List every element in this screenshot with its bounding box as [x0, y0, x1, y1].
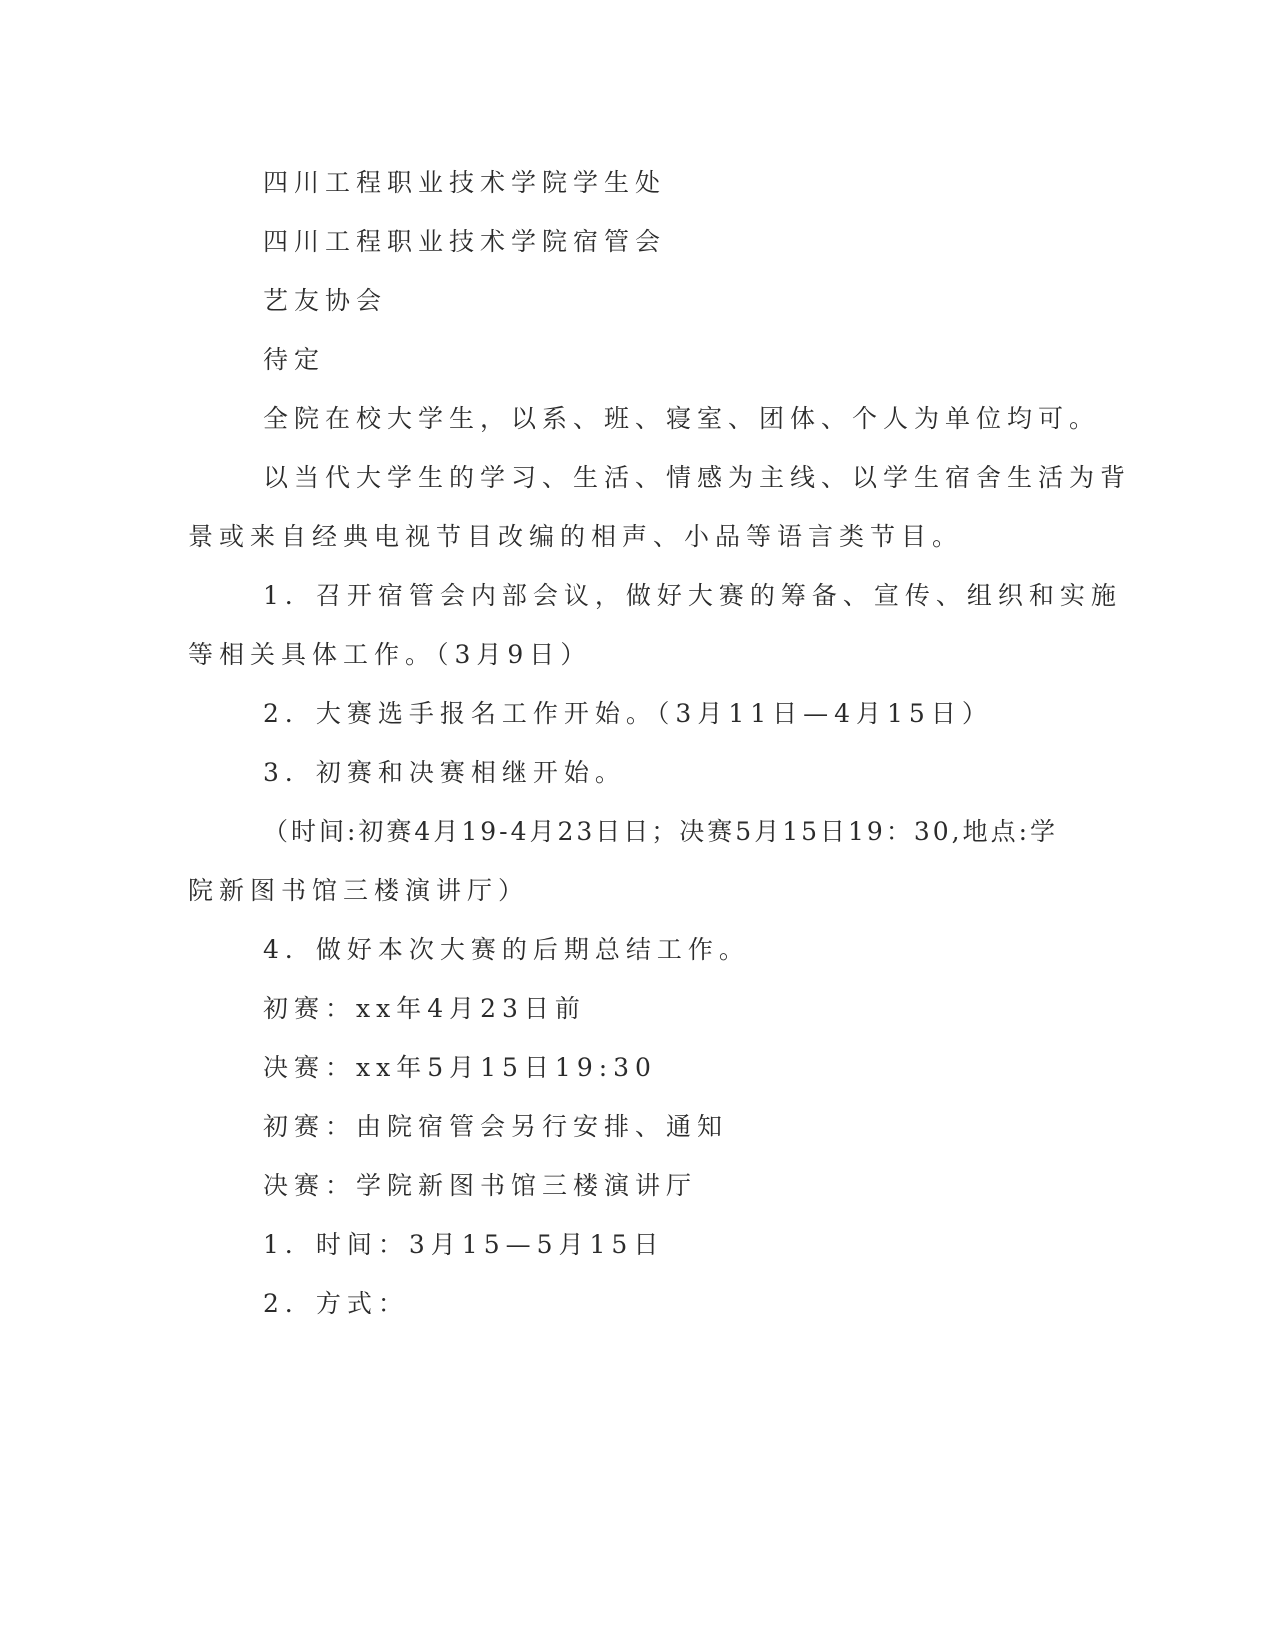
org-line-student-office: 四川工程职业技术学院学生处: [263, 168, 667, 197]
period-line: 1．时间：3月15—5月15日: [263, 1230, 665, 1259]
org-line-dorm-committee: 四川工程职业技术学院宿管会: [263, 227, 667, 256]
step-1-line-1: 1．召开宿管会内部会议，做好大赛的筹备、宣传、组织和实施: [263, 581, 1122, 610]
theme-paragraph-line-1: 以当代大学生的学习、生活、情感为主线、以学生宿舍生活为背: [263, 463, 1132, 492]
step-1-line-2: 等相关具体工作。（3月9日）: [188, 640, 592, 669]
schedule-paragraph-line-1: （时间:初赛4月19-4月23日日；决赛5月15日19：30,地点:学: [263, 817, 1059, 846]
step-3-line: 3．初赛和决赛相继开始。: [263, 758, 626, 787]
step-4-line: 4．做好本次大赛的后期总结工作。: [263, 935, 750, 964]
method-line: 2．方式：: [263, 1289, 409, 1318]
step-2-line: 2．大赛选手报名工作开始。（3月11日—4月15日）: [263, 699, 993, 728]
pending-line: 待定: [263, 345, 326, 374]
final-venue-line: 决赛：学院新图书馆三楼演讲厅: [263, 1171, 698, 1200]
prelim-time-line: 初赛：xx年4月23日前: [263, 994, 586, 1023]
theme-paragraph-line-2: 景或来自经典电视节目改编的相声、小品等语言类节目。: [188, 522, 964, 551]
participants-paragraph: 全院在校大学生，以系、班、寝室、团体、个人为单位均可。: [263, 404, 1101, 433]
final-time-line: 决赛：xx年5月15日19:30: [263, 1053, 657, 1082]
schedule-paragraph-line-2: 院新图书馆三楼演讲厅）: [188, 876, 530, 905]
org-line-art-association: 艺友协会: [263, 286, 388, 315]
prelim-venue-line: 初赛：由院宿管会另行安排、通知: [263, 1112, 729, 1141]
